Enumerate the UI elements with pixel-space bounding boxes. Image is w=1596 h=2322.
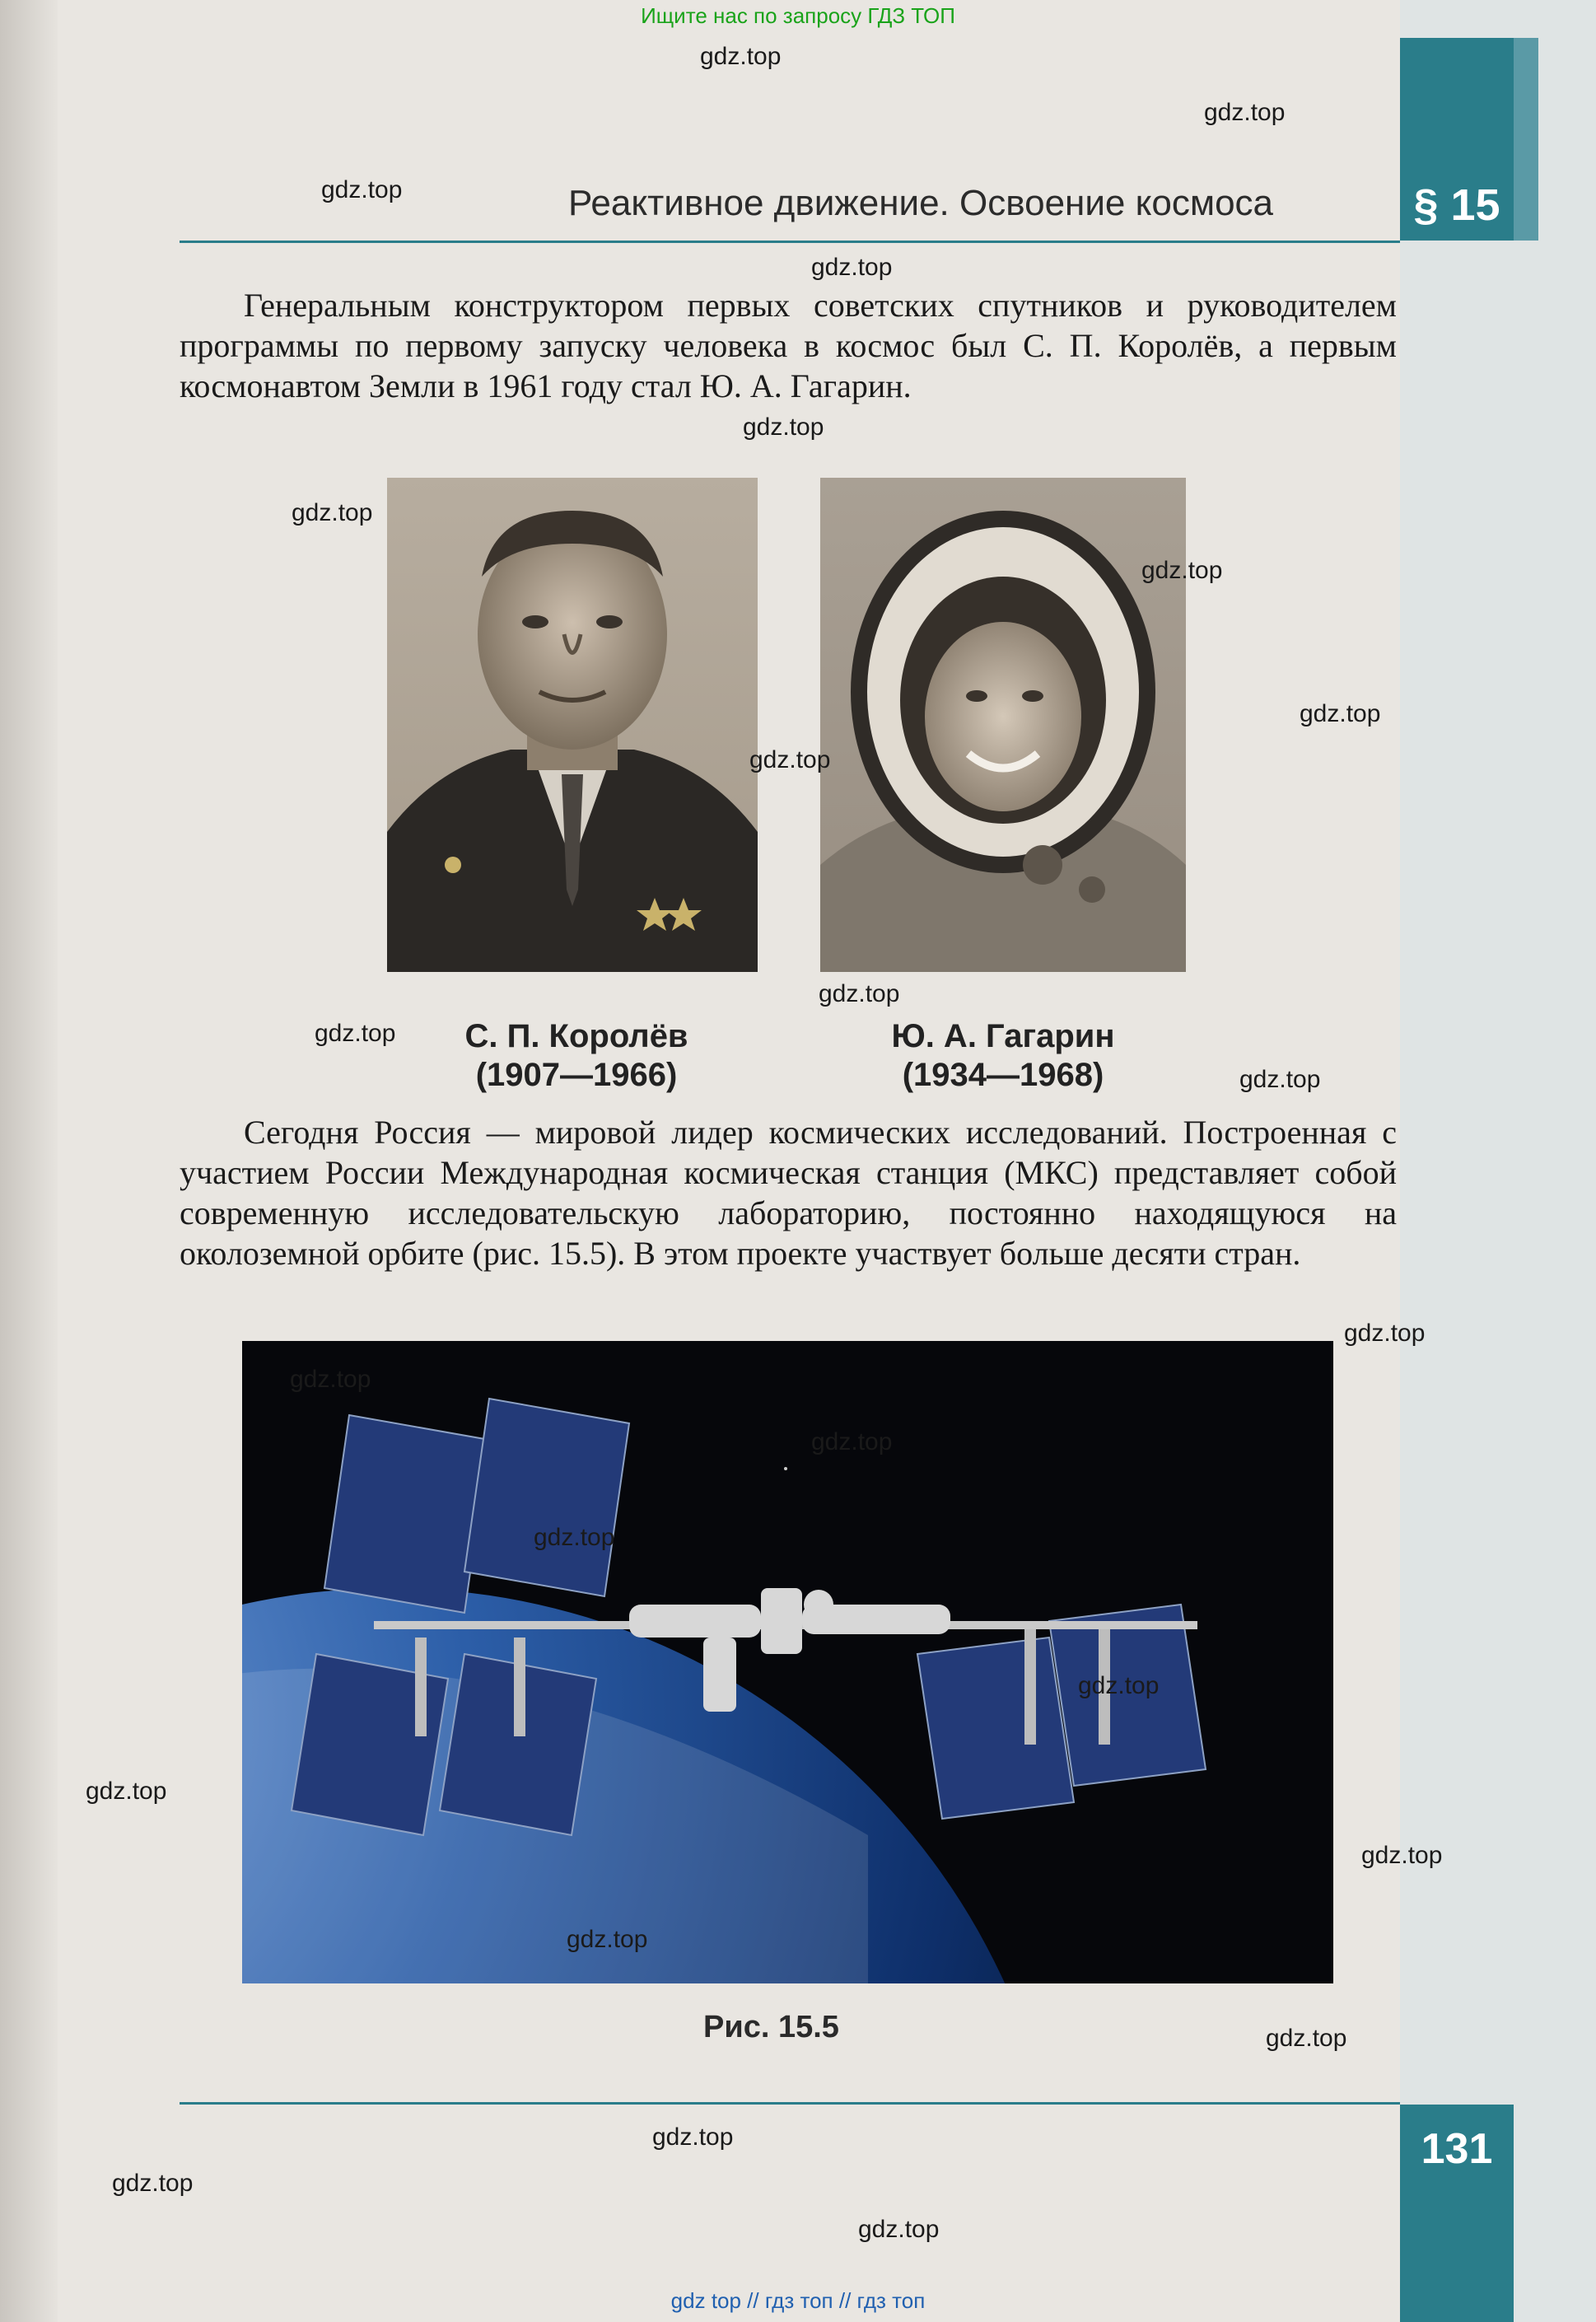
chapter-title: Реактивное движение. Освоение космоса: [568, 183, 1274, 223]
iss-photo: [242, 1341, 1333, 1983]
paragraph-iss-text: Сегодня Россия — мировой лидер космических исследований. Построенная с участием России Международная космическая станция (МКС) представляет собой современную исследовательскую лабораторию, постоянно находящуюся на околоземной орбите (рис. 15.5). В этом проекте участвует больше десяти стран.: [180, 1114, 1397, 1272]
paragraph-intro: [180, 285, 1397, 406]
page-number-tab: 131: [1400, 2105, 1514, 2322]
watermark: gdz.top: [315, 1020, 396, 1047]
gagarin-name: Ю. А. Гагарин: [891, 1018, 1115, 1054]
page-spine-shadow: [0, 0, 58, 2322]
gagarin-portrait: [820, 478, 1186, 972]
korolev-years: (1907—1966): [475, 1057, 678, 1093]
watermark: gdz.top: [700, 43, 782, 70]
section-number-tab: § 15: [1400, 38, 1514, 241]
watermark: gdz.top: [1078, 1672, 1160, 1699]
korolev-portrait: [387, 478, 758, 972]
site-footer-links[interactable]: gdz top // гдз топ // гдз топ: [670, 2288, 926, 2313]
watermark: gdz.top: [811, 254, 893, 281]
gagarin-years: (1934—1968): [902, 1057, 1104, 1093]
watermark: gdz.top: [1344, 1320, 1426, 1347]
watermark: gdz.top: [811, 1428, 893, 1455]
watermark: gdz.top: [858, 2216, 940, 2243]
korolev-portrait-illustration: [387, 478, 758, 972]
header-divider: [180, 241, 1400, 243]
iss-illustration: [242, 1341, 1333, 1983]
watermark: gdz.top: [292, 499, 373, 526]
paragraph-intro-text: Генеральным конструктором первых советских спутников и руководителем программы по первому запуску человека в космос был С. П. Королёв, а первым космонавтом Земли в 1961 году стал Ю. А. Гагарин.: [180, 287, 1397, 404]
watermark: gdz.top: [1266, 2025, 1347, 2052]
watermark: gdz.top: [743, 413, 824, 441]
search-hint-banner[interactable]: Ищите нас по запросу ГДЗ ТОП: [641, 3, 955, 28]
watermark: gdz.top: [1239, 1066, 1321, 1093]
section-tab-edge: [1514, 38, 1538, 241]
gagarin-caption: [838, 1017, 1168, 1095]
watermark: gdz.top: [86, 1778, 167, 1805]
watermark: gdz.top: [1361, 1842, 1443, 1869]
watermark: gdz.top: [1204, 99, 1286, 126]
korolev-caption: [412, 1017, 741, 1095]
watermark: gdz.top: [652, 2123, 734, 2151]
watermark: gdz.top: [534, 1524, 615, 1551]
korolev-name: С. П. Королёв: [464, 1018, 688, 1054]
watermark: gdz.top: [819, 980, 900, 1007]
watermark: gdz.top: [749, 746, 831, 773]
footer-divider: [180, 2102, 1400, 2105]
figure-caption: Рис. 15.5: [703, 2010, 839, 2044]
watermark: gdz.top: [290, 1366, 371, 1393]
watermark: gdz.top: [321, 176, 403, 203]
gagarin-portrait-illustration: [820, 478, 1186, 972]
page-margin-band: [1400, 0, 1596, 2322]
watermark: gdz.top: [567, 1926, 648, 1953]
watermark: gdz.top: [1141, 557, 1223, 584]
watermark: gdz.top: [1300, 700, 1381, 727]
paragraph-iss: [180, 1112, 1397, 1273]
watermark: gdz.top: [112, 2170, 194, 2197]
